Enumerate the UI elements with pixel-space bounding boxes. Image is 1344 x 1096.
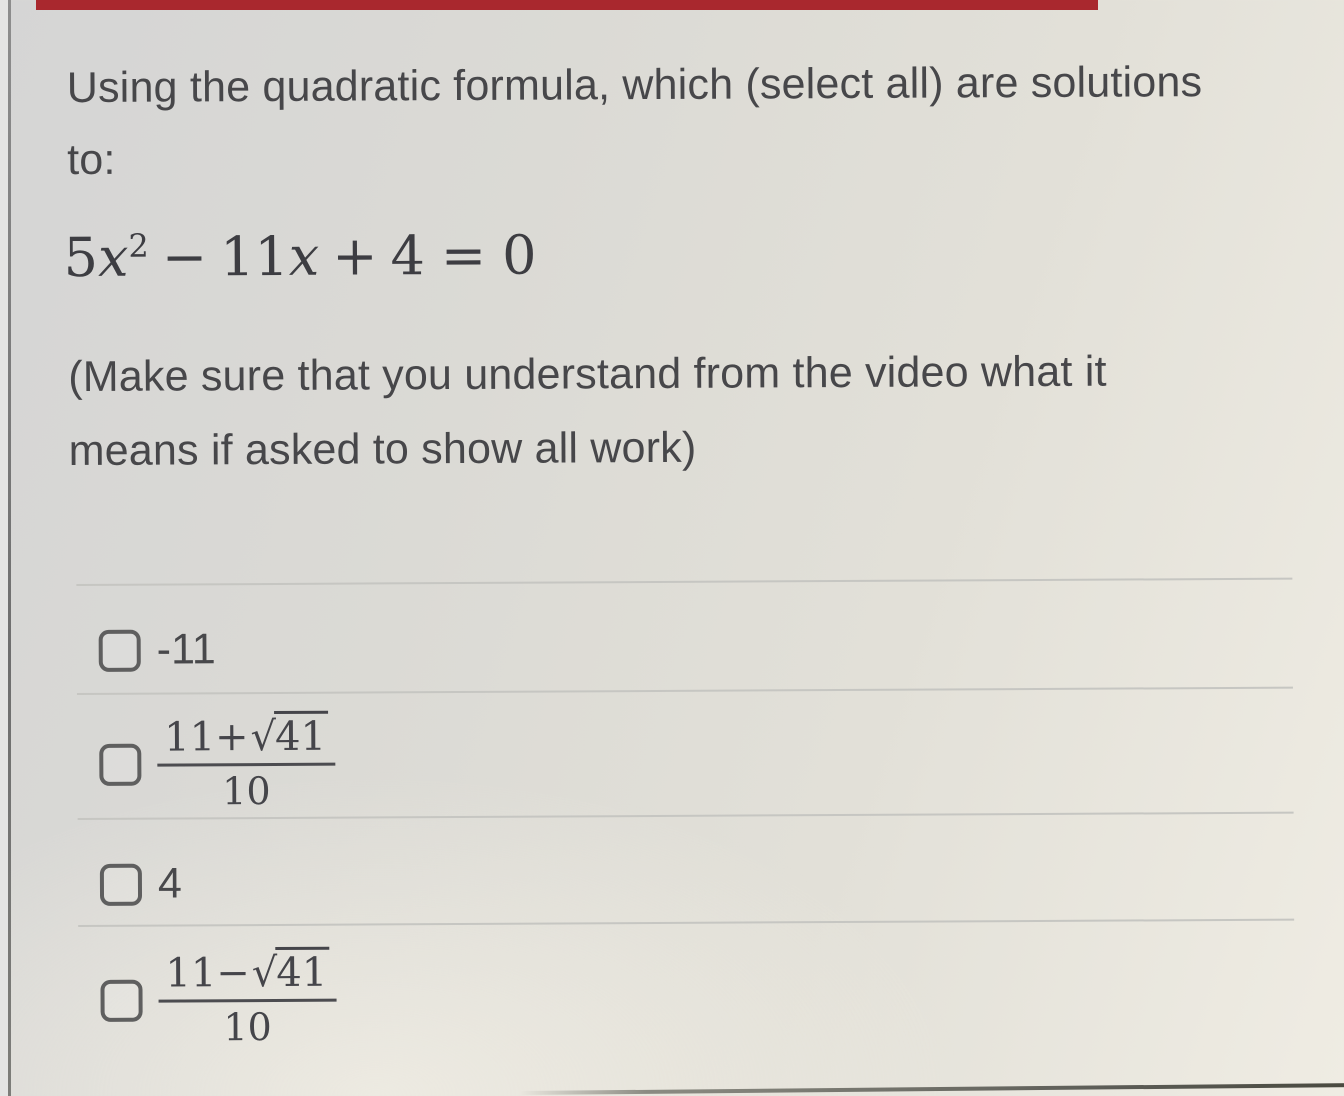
- note-line-1: (Make sure that you understand from the video what it: [68, 347, 1107, 402]
- equation-constant: 4: [390, 224, 426, 288]
- equation-right-side: 0: [501, 223, 537, 287]
- fraction-denominator: 10: [223, 1005, 272, 1050]
- top-red-bar: [36, 0, 1098, 10]
- fraction-denominator: 10: [222, 769, 271, 814]
- note-text: [68, 334, 1309, 488]
- equation-variable-2: x: [288, 224, 320, 288]
- equation-exponent: 2: [128, 226, 149, 265]
- answer-option-row-1[interactable]: [76, 578, 1293, 693]
- question-text: [67, 46, 1308, 196]
- radicand: 41: [275, 947, 329, 996]
- question-line-1: Using the quadratic formula, which (select all) are solutions: [66, 58, 1203, 113]
- equation-minus-operator: −: [161, 225, 208, 289]
- screen-left-edge: [0, 0, 8, 1096]
- numerator-prefix: 11+: [164, 714, 249, 761]
- checkbox-unchecked-icon[interactable]: [100, 979, 142, 1021]
- radical-sign-icon: √: [251, 949, 278, 997]
- answer-option-label[interactable]: 4: [157, 859, 182, 908]
- answer-option-row-4[interactable]: [78, 919, 1295, 1080]
- equation-plus-operator: +: [332, 224, 378, 288]
- checkbox-unchecked-icon[interactable]: [100, 863, 142, 905]
- radicand: 41: [274, 711, 328, 760]
- answer-option-row-3[interactable]: [78, 812, 1295, 925]
- screen-bottom-edge-line: [520, 1083, 1344, 1095]
- note-line-2: means if asked to show all work): [68, 423, 697, 476]
- equation-coefficient: 5: [63, 225, 99, 290]
- equation-variable: x: [97, 225, 129, 289]
- quadratic-equation: [64, 224, 537, 289]
- fraction-numerator: [157, 714, 335, 767]
- answer-option-label[interactable]: -11: [156, 625, 216, 674]
- checkbox-unchecked-icon[interactable]: [99, 743, 141, 785]
- answer-options-list: [76, 578, 1295, 1080]
- answer-option-fraction[interactable]: [158, 950, 336, 1050]
- checkbox-unchecked-icon[interactable]: [99, 629, 141, 671]
- radical-sign-icon: √: [250, 713, 277, 761]
- equation-equals-sign: =: [440, 223, 487, 288]
- numerator-prefix: 11−: [165, 950, 250, 997]
- equation-coefficient-2: 11: [219, 224, 289, 289]
- question-line-2: to:: [67, 135, 116, 185]
- fraction-numerator: [158, 950, 336, 1003]
- screen-bezel-line: [8, 0, 11, 1096]
- answer-option-fraction[interactable]: [157, 714, 335, 814]
- answer-option-row-2[interactable]: [77, 687, 1294, 818]
